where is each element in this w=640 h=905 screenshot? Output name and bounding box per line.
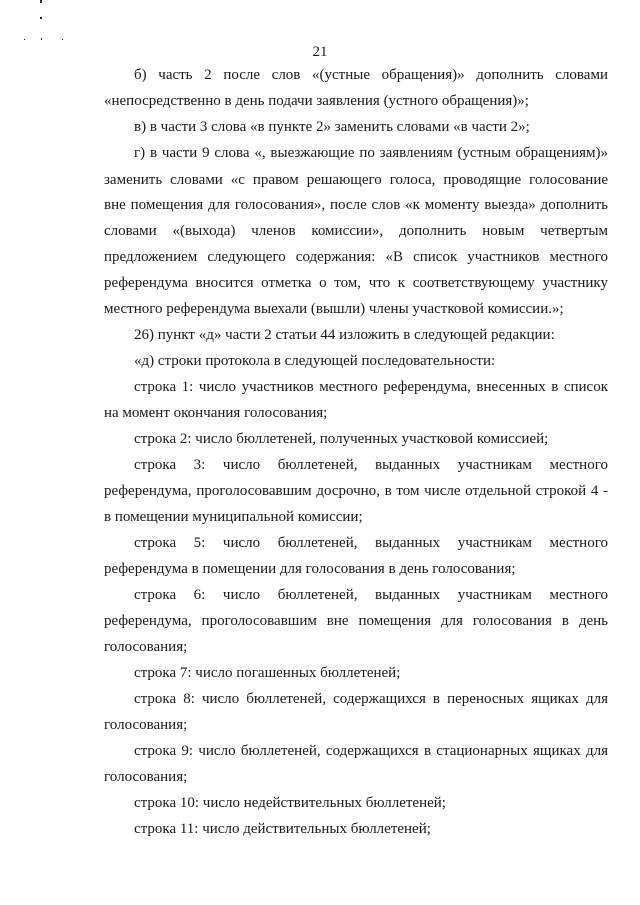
scan-mark-dot (24, 39, 25, 40)
text-line: г) в части 9 слова «, выезжающие по заявлениям (устным обращениям)» (134, 145, 608, 161)
text-line: строка 8: число бюллетеней, содержащихся в переносных ящиках для (134, 691, 608, 707)
text-line: строка 5: число бюллетеней, выданных участникам местного (134, 535, 608, 551)
text-line: строка 2: число бюллетеней, полученных участковой комиссией; (134, 431, 549, 447)
text-line: строка 7: число погашенных бюллетеней; (134, 665, 401, 681)
text-line: строка 10: число недействительных бюллетеней; (134, 795, 446, 811)
scan-mark-dot (41, 38, 42, 40)
text-line: голосования; (104, 639, 188, 655)
text-line: строка 11: число действительных бюллетеней; (134, 821, 431, 837)
text-line: на момент окончания голосования; (104, 405, 328, 421)
text-line: голосования; (104, 769, 188, 785)
scan-mark-dot (40, 17, 42, 19)
text-line: строка 3: число бюллетеней, выданных участникам местного (134, 457, 608, 473)
text-line: референдума, проголосовавшим досрочно, в том числе отдельной строкой 4 - (104, 483, 608, 499)
text-line: в) в части 3 слова «в пункте 2» заменить словами «в части 2»; (134, 119, 530, 135)
text-line: строка 1: число участников местного референдума, внесенных в список (134, 379, 608, 395)
text-line: предложением следующего содержания: «В список участников местного (104, 249, 608, 265)
page-number: 21 (312, 44, 328, 60)
text-line: строка 6: число бюллетеней, выданных участникам местного (134, 587, 608, 603)
scan-mark-dot (62, 39, 63, 40)
text-line: вне помещения для голосования», после слов «к моменту выезда» дополнить (104, 197, 608, 213)
text-line: б) часть 2 после слов «(устные обращения)» дополнить словами (134, 67, 608, 83)
text-line: в помещении муниципальной комиссии; (104, 509, 363, 525)
text-line: «д) строки протокола в следующей последовательности: (134, 353, 496, 369)
text-line: заменить словами «с правом решающего голоса, проводящие голосование (104, 172, 608, 188)
text-line: строка 9: число бюллетеней, содержащихся в стационарных ящиках для (134, 743, 608, 759)
text-line: словами «(выхода) членов комиссии», дополнить новым четвертым (104, 223, 608, 239)
text-line: 26) пункт «д» части 2 статьи 44 изложить в следующей редакции: (134, 327, 555, 343)
scan-mark-line (40, 0, 42, 3)
text-line: местного референдума выехали (вышли) члены участковой комиссии.»; (104, 301, 564, 317)
text-line: референдума вносится отметка о том, что к соответствующему участнику (104, 275, 608, 291)
text-line: референдума в помещении для голосования в день голосования; (104, 561, 516, 577)
text-line: голосования; (104, 717, 188, 733)
text-line: референдума, проголосовавшим вне помещения для голосования в день (104, 613, 608, 629)
text-line: «непосредственно в день подачи заявления (устного обращения)»; (104, 93, 529, 109)
